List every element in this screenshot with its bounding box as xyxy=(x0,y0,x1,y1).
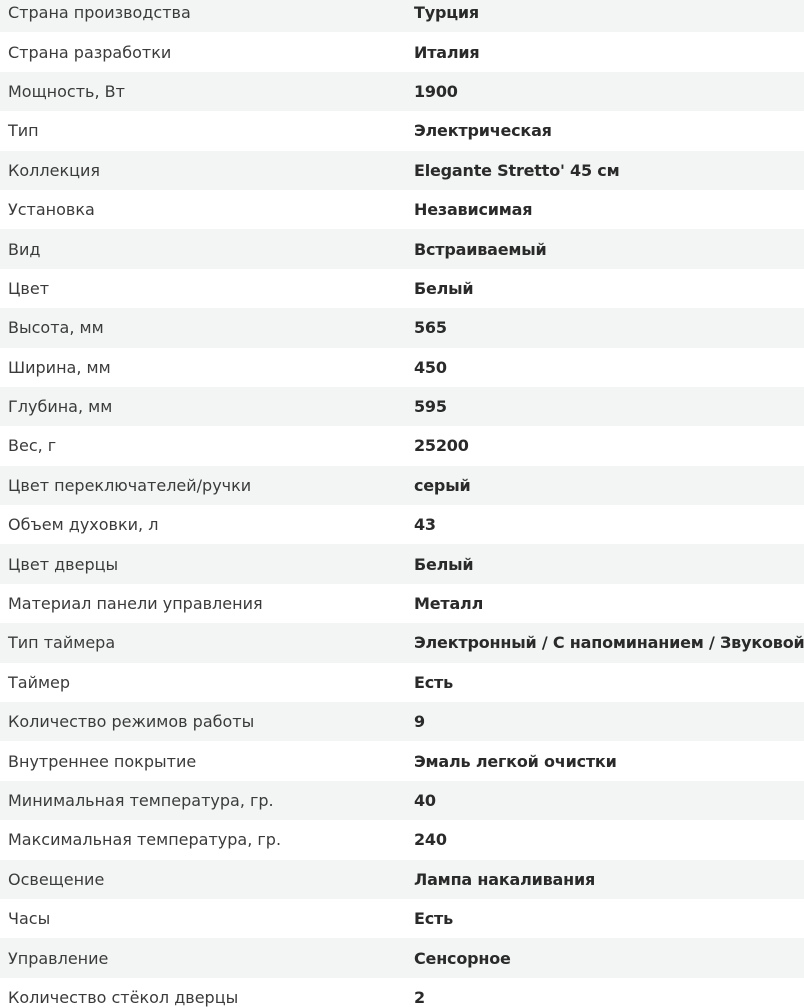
spec-label: Максимальная температура, гр. xyxy=(8,830,282,850)
spec-row xyxy=(0,111,804,150)
spec-row xyxy=(0,348,804,387)
spec-row xyxy=(0,72,804,111)
spec-label: Управление xyxy=(8,948,109,968)
spec-value: 450 xyxy=(414,357,447,377)
spec-row xyxy=(0,938,804,977)
spec-value: Белый xyxy=(414,554,474,574)
spec-label: Ширина, мм xyxy=(8,357,111,377)
spec-label: Цвет дверцы xyxy=(8,554,119,574)
spec-row xyxy=(0,781,804,820)
spec-label: Страна разработки xyxy=(8,42,172,62)
spec-value: Встраиваемый xyxy=(414,239,547,259)
spec-row xyxy=(0,663,804,702)
spec-value: Электрическая xyxy=(414,121,552,141)
spec-row xyxy=(0,190,804,229)
spec-label: Цвет xyxy=(8,278,50,298)
spec-value: Турция xyxy=(414,3,479,23)
spec-value: 43 xyxy=(414,515,436,535)
spec-value: Есть xyxy=(414,672,454,692)
spec-row xyxy=(0,702,804,741)
spec-row xyxy=(0,151,804,190)
spec-label: Вес, г xyxy=(8,436,57,456)
spec-value: Сенсорное xyxy=(414,948,511,968)
spec-value: Есть xyxy=(414,909,454,929)
spec-label: Количество режимов работы xyxy=(8,712,255,732)
spec-value: Италия xyxy=(414,42,480,62)
spec-value: серый xyxy=(414,475,471,495)
spec-row xyxy=(0,0,804,32)
spec-value: 565 xyxy=(414,318,447,338)
spec-row xyxy=(0,978,804,1008)
spec-row xyxy=(0,466,804,505)
spec-row xyxy=(0,32,804,71)
spec-value: Эмаль легкой очистки xyxy=(414,751,617,771)
spec-row xyxy=(0,229,804,268)
spec-label: Высота, мм xyxy=(8,318,104,338)
spec-row xyxy=(0,860,804,899)
spec-value: 9 xyxy=(414,712,425,732)
spec-row xyxy=(0,426,804,465)
spec-label: Внутреннее покрытие xyxy=(8,751,197,771)
spec-row xyxy=(0,899,804,938)
spec-label: Вид xyxy=(8,239,41,259)
spec-value: 2 xyxy=(414,987,425,1007)
spec-value: 240 xyxy=(414,830,447,850)
spec-value: Лампа накаливания xyxy=(414,869,596,889)
spec-row xyxy=(0,623,804,662)
spec-label: Объем духовки, л xyxy=(8,515,159,535)
spec-value: Белый xyxy=(414,278,474,298)
spec-row xyxy=(0,544,804,583)
spec-label: Минимальная температура, гр. xyxy=(8,791,274,810)
spec-label: Материал панели управления xyxy=(8,594,263,614)
spec-row xyxy=(0,505,804,544)
spec-label: Таймер xyxy=(8,672,71,692)
spec-value: 40 xyxy=(414,791,436,810)
spec-label: Часы xyxy=(8,909,51,929)
spec-label: Глубина, мм xyxy=(8,397,113,417)
spec-label: Цвет переключателей/ручки xyxy=(8,475,252,495)
spec-label: Количество стёкол дверцы xyxy=(8,987,239,1007)
spec-label: Страна производства xyxy=(8,3,191,23)
spec-value: Металл xyxy=(414,594,484,614)
spec-value: Независимая xyxy=(414,200,533,220)
spec-value: Электронный / С напоминанием / Звуковой xyxy=(414,633,804,653)
spec-label: Тип xyxy=(8,121,39,141)
spec-row xyxy=(0,741,804,780)
spec-row xyxy=(0,387,804,426)
spec-value: 25200 xyxy=(414,436,469,456)
spec-row xyxy=(0,584,804,623)
spec-row xyxy=(0,308,804,347)
spec-label: Тип таймера xyxy=(8,633,116,653)
spec-value: 595 xyxy=(414,397,447,417)
spec-value: 1900 xyxy=(414,81,458,101)
spec-label: Освещение xyxy=(8,869,105,889)
spec-row xyxy=(0,269,804,308)
spec-row xyxy=(0,820,804,859)
spec-label: Мощность, Вт xyxy=(8,81,125,101)
spec-label: Коллекция xyxy=(8,160,101,180)
spec-value: Elegante Stretto' 45 см xyxy=(414,160,620,180)
spec-label: Установка xyxy=(8,200,95,220)
